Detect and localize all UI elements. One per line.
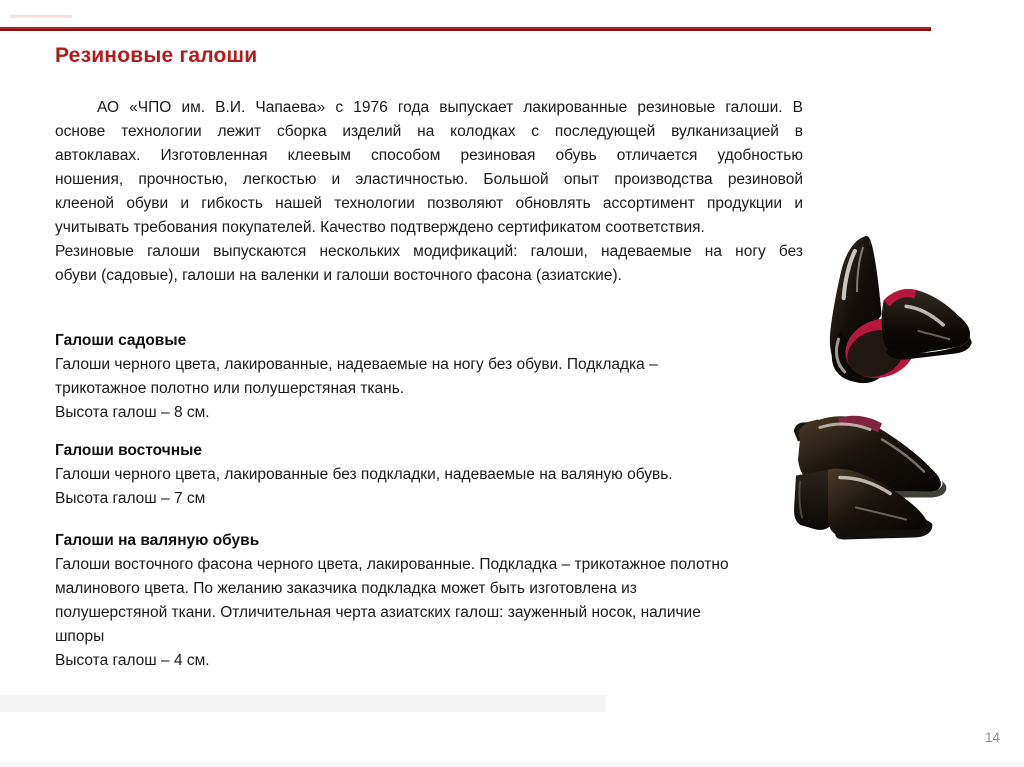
section-heading: Галоши восточные [55, 442, 202, 459]
section-heading: Галоши садовые [55, 332, 187, 349]
section-garden-galoshes [55, 329, 803, 425]
galosh-lying [882, 289, 972, 360]
intro-line: ношения, прочностью, легкостью и эластичностью. Большой опыт производства резиновой [55, 171, 803, 188]
garden-galoshes-illustration [816, 232, 980, 392]
intro-line: Резиновые галоши выпускаются нескольких модификаций: галоши, надеваемые на ногу без [55, 243, 803, 260]
top-rule [0, 27, 931, 31]
intro-line: клееной обуви и гибкость нашей технологии позволяют обновлять ассортимент продукции и [55, 195, 803, 212]
section-line: полушерстяной ткани. Отличительная черта азиатских галош: зауженный носок, наличие [55, 604, 701, 621]
page-number: 14 [985, 730, 1001, 745]
section-line: малинового цвета. По желанию заказчика подкладка может быть изготовлена из [55, 580, 637, 597]
intro-line: обуви (садовые), галоши на валенки и галоши восточного фасона (азиатские). [55, 267, 622, 284]
section-heading: Галоши на валяную обувь [55, 532, 260, 549]
intro-line: учитывать требования покупателей. Качество подтверждено сертификатом соответствия. [55, 219, 705, 236]
section-line: Высота галош – 4 см. [55, 652, 210, 669]
eastern-galoshes-illustration [786, 394, 958, 542]
section-eastern-galoshes [55, 439, 803, 511]
eastern-galoshes-photo [786, 394, 958, 542]
page-title: Резиновые галоши [55, 44, 258, 67]
bottom-edge-strip [0, 762, 1024, 767]
section-line: трикотажное полотно или полушерстяная ткань. [55, 380, 405, 397]
section-line: шпоры [55, 628, 105, 645]
section-line: Высота галош – 7 см [55, 490, 206, 507]
section-felt-boot-galoshes [55, 529, 803, 673]
content-text [55, 96, 803, 673]
section-line: Галоши черного цвета, лакированные без подкладки, надеваемые на валяную обувь. [55, 466, 673, 483]
intro-line: АО «ЧПО им. В.И. Чапаева» с 1976 года выпускает лакированные резиновые галоши. В [97, 99, 803, 116]
top-rule-ghost [10, 15, 72, 18]
intro-line: автоклавах. Изготовленная клеевым способом резиновая обувь отличается удобностью [55, 147, 803, 164]
intro-line: основе технологии лежит сборка изделий на колодках с последующей вулканизацией в [55, 123, 803, 140]
footer-gray-bar [0, 695, 606, 712]
section-line: Галоши черного цвета, лакированные, надеваемые на ногу без обуви. Подкладка – [55, 356, 658, 373]
section-line: Высота галош – 8 см. [55, 404, 210, 421]
section-line: Галоши восточного фасона черного цвета, лакированные. Подкладка – трикотажное полотно [55, 556, 729, 573]
garden-galoshes-photo [816, 232, 980, 392]
